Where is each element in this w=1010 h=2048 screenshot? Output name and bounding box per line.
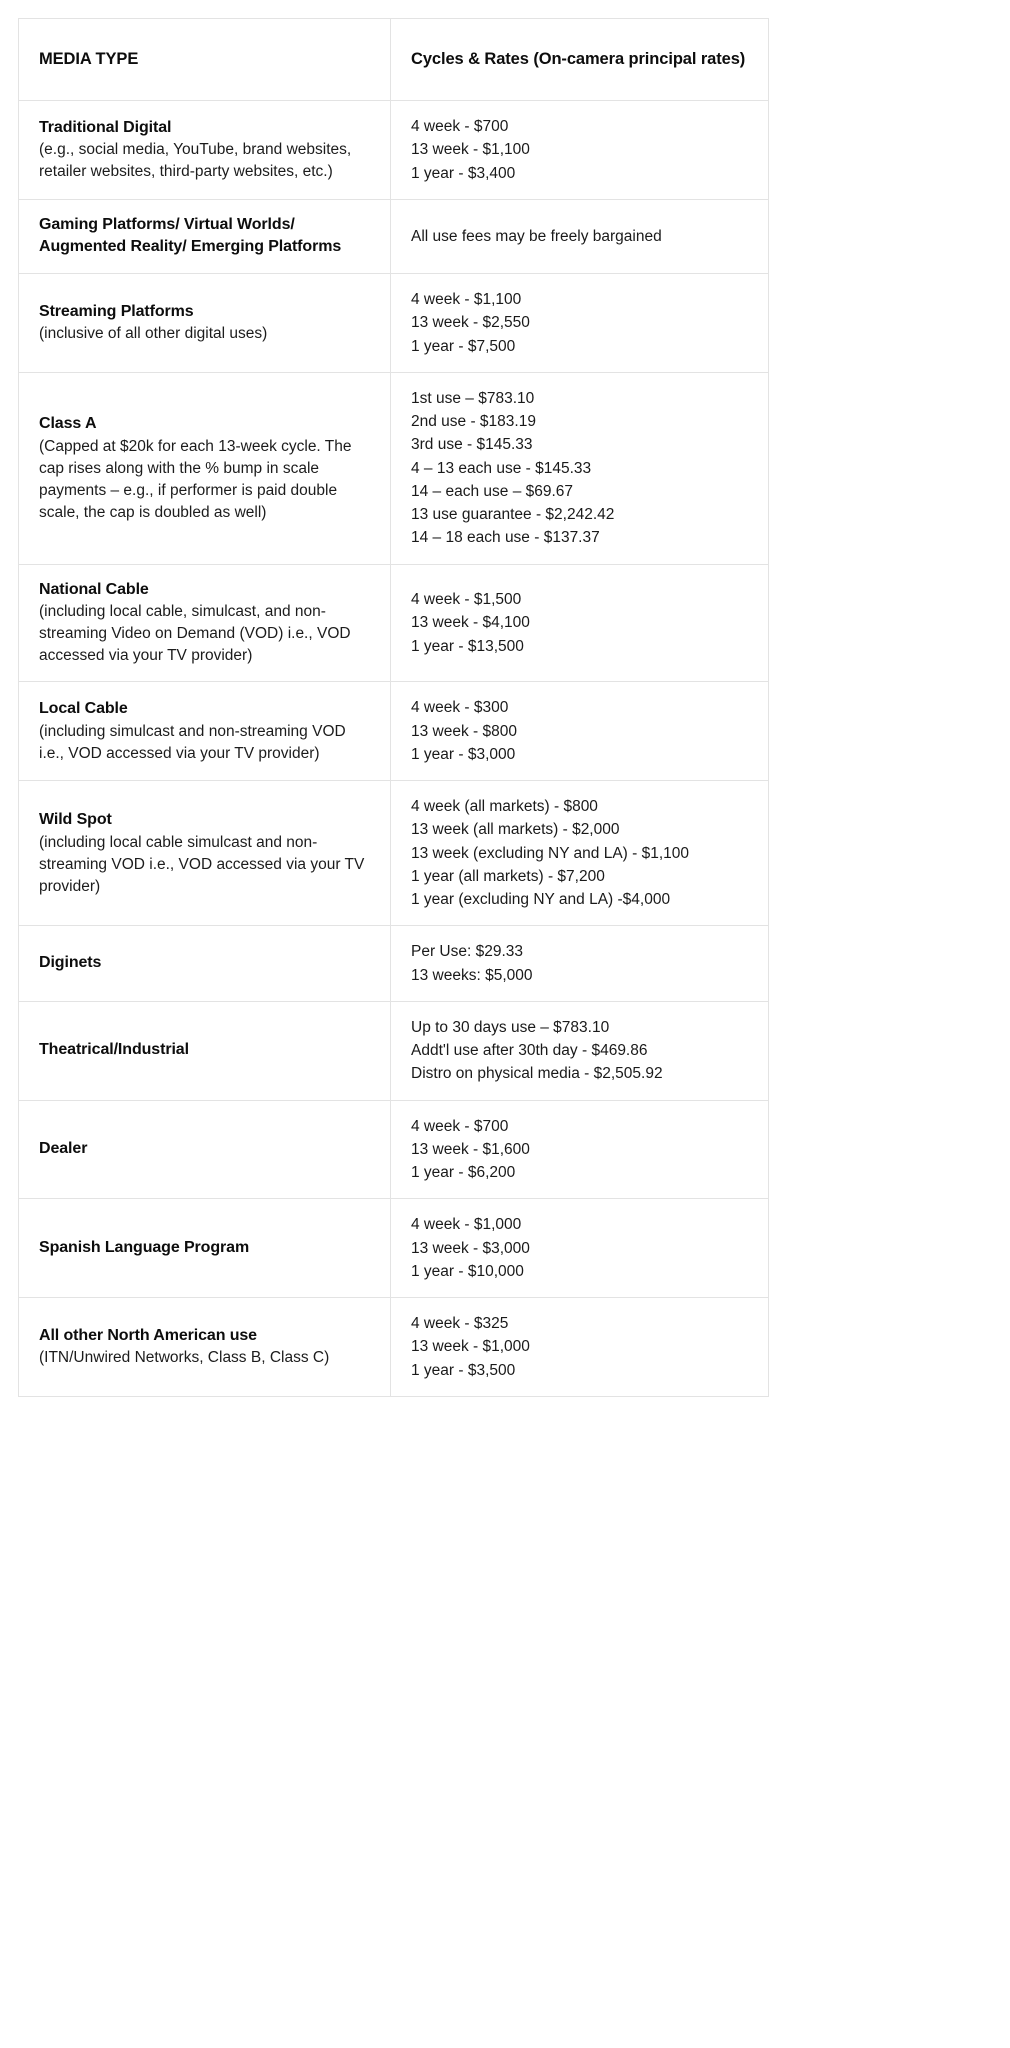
rate-line: 1st use – $783.10 [411,389,535,407]
rate-line: 14 – each use – $69.67 [411,482,574,500]
media-type-cell [19,372,391,564]
cycles-rates-cell [391,926,769,1002]
media-type-title: Spanish Language Program [39,1238,250,1256]
media-type-description: (including local cable simulcast and non-streaming VOD i.e., VOD accessed via your TV provider) [39,833,365,895]
rate-line: 13 week - $1,100 [411,141,530,159]
media-type-description: (including local cable, simulcast, and non-streaming Video on Demand (VOD) i.e., VOD accessed via your TV provider) [39,603,351,665]
rate-line: 1 year - $13,500 [411,637,524,655]
rate-line: Per Use: $29.33 [411,943,524,961]
header-row [19,19,769,101]
rate-line: 13 week - $1,600 [411,1140,530,1158]
table-row [19,781,769,926]
rate-line: 4 week - $1,500 [411,591,522,609]
rate-line: 4 week - $1,000 [411,1216,522,1234]
media-type-description: (including simulcast and non-streaming VOD i.e., VOD accessed via your TV provider) [39,722,346,762]
rate-line: 1 year - $7,500 [411,337,516,355]
media-type-title: National Cable [39,580,149,598]
cycles-rates-cell [391,682,769,781]
media-type-description: (e.g., social media, YouTube, brand websites, retailer websites, third-party websites, etc.) [39,141,352,181]
media-rate-table [18,18,769,1397]
rate-line: 4 week - $300 [411,699,509,717]
cycles-rates-cell [391,372,769,564]
rate-line: All use fees may be freely bargained [411,227,662,245]
rate-line: 4 week - $325 [411,1315,509,1333]
rate-line: 4 week (all markets) - $800 [411,798,598,816]
media-type-title: Streaming Platforms [39,302,194,320]
media-type-cell [19,101,391,200]
rate-line: 13 week - $1,000 [411,1338,530,1356]
cycles-rates-cell [391,1298,769,1397]
media-type-description: (Capped at $20k for each 13-week cycle. The cap rises along with the % bump in scale payments – e.g., if performer is paid double scale, the cap is doubled as well) [39,437,352,521]
rate-line: 1 year - $3,400 [411,164,516,182]
media-type-title: Diginets [39,954,102,972]
media-type-title: Local Cable [39,699,128,717]
table-row [19,372,769,564]
rate-line: 4 week - $1,100 [411,291,522,309]
table-row [19,1298,769,1397]
rate-line: 1 year - $6,200 [411,1164,516,1182]
media-type-description: (inclusive of all other digital uses) [39,325,268,343]
table-row [19,682,769,781]
table-header [19,19,769,101]
rate-line: Distro on physical media - $2,505.92 [411,1065,663,1083]
media-type-cell [19,1100,391,1199]
rate-line: 13 week (all markets) - $2,000 [411,821,620,839]
column-header-media-type: MEDIA TYPE [19,19,391,101]
cycles-rates-cell [391,781,769,926]
media-type-description: (ITN/Unwired Networks, Class B, Class C) [39,1349,330,1367]
rate-line: 4 week - $700 [411,1117,509,1135]
rate-line: 1 year (all markets) - $7,200 [411,867,605,885]
media-type-title: Wild Spot [39,810,112,828]
rate-line: 13 use guarantee - $2,242.42 [411,506,615,524]
media-type-title: Class A [39,414,97,432]
table-row [19,1100,769,1199]
cycles-rates-cell [391,1001,769,1100]
rate-line: 1 year - $3,000 [411,745,516,763]
cycles-rates-cell [391,199,769,273]
rate-line: 13 week - $800 [411,722,517,740]
cycles-rates-cell [391,1100,769,1199]
cycles-rates-cell [391,564,769,682]
rate-line: 13 week - $3,000 [411,1239,530,1257]
media-type-cell [19,274,391,373]
table-row [19,1199,769,1298]
media-type-cell [19,682,391,781]
media-type-title: Theatrical/Industrial [39,1041,189,1059]
media-type-title: Traditional Digital [39,118,172,136]
rate-line: 14 – 18 each use - $137.37 [411,529,600,547]
media-type-title: Dealer [39,1140,88,1158]
rate-line: 3rd use - $145.33 [411,436,533,454]
rate-line: 2nd use - $183.19 [411,413,536,431]
rate-line: 13 week - $4,100 [411,614,530,632]
rate-line: 1 year (excluding NY and LA) -$4,000 [411,891,671,909]
media-type-cell [19,1298,391,1397]
table-row [19,564,769,682]
table-row [19,926,769,1002]
table-row [19,1001,769,1100]
column-header-cycles-rates: Cycles & Rates (On-camera principal rates) [391,19,769,101]
rate-line: 4 week - $700 [411,118,509,135]
cycles-rates-cell [391,1199,769,1298]
media-type-cell [19,781,391,926]
media-type-cell [19,1199,391,1298]
cycles-rates-cell [391,101,769,200]
table-body [19,101,769,1397]
rate-line: 13 week - $2,550 [411,314,530,332]
media-type-cell [19,926,391,1002]
rate-line: 13 week (excluding NY and LA) - $1,100 [411,844,690,862]
table-row [19,199,769,273]
rate-line: Addt'l use after 30th day - $469.86 [411,1042,648,1060]
rate-line: 4 – 13 each use - $145.33 [411,459,592,477]
table-row [19,101,769,200]
rate-line: 13 weeks: $5,000 [411,966,533,984]
cycles-rates-cell [391,274,769,373]
rate-line: 1 year - $10,000 [411,1262,524,1280]
rate-line: 1 year - $3,500 [411,1361,516,1379]
rate-line: Up to 30 days use – $783.10 [411,1018,610,1036]
media-type-cell [19,1001,391,1100]
media-type-cell [19,199,391,273]
media-type-title: Gaming Platforms/ Virtual Worlds/ Augmented Reality/ Emerging Platforms [39,215,342,256]
media-type-title: All other North American use [39,1326,257,1344]
media-type-cell [19,564,391,682]
table-row [19,274,769,373]
